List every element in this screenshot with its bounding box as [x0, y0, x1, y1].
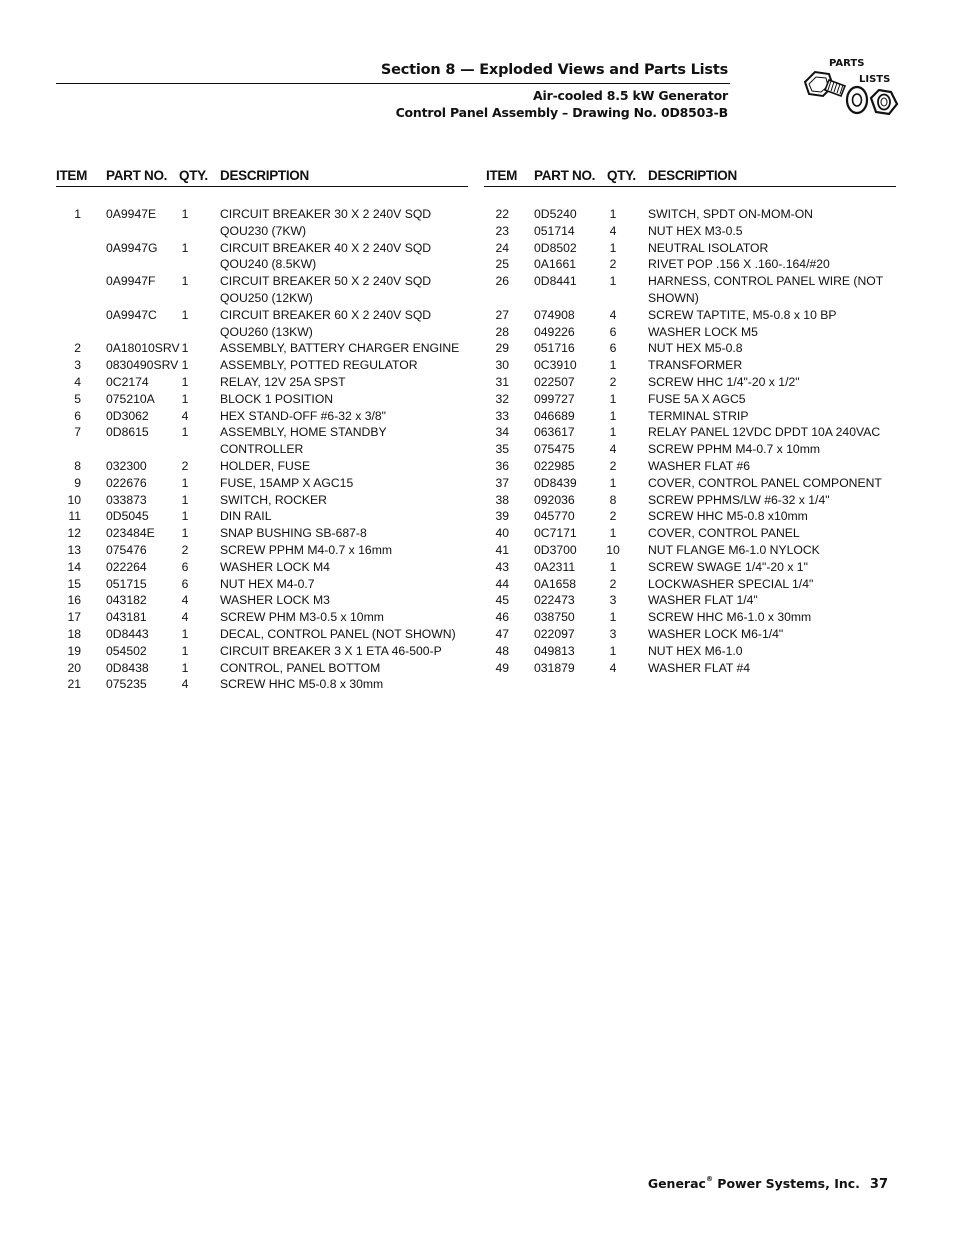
- description: HOLDER, FUSE: [220, 458, 311, 473]
- table-header: [56, 166, 468, 187]
- item-number: 20: [67, 660, 81, 675]
- quantity: 1: [181, 391, 189, 406]
- quantity: 4: [181, 610, 189, 625]
- table-row: [484, 508, 896, 525]
- part-number: 0D5045: [106, 509, 149, 524]
- part-number: 0A9947G: [106, 240, 158, 255]
- part-number: 033873: [106, 492, 147, 507]
- item-number: 29: [495, 341, 509, 356]
- quantity: 1: [181, 307, 189, 322]
- part-number: 092036: [534, 492, 575, 507]
- item-number: 34: [495, 425, 509, 440]
- part-number: 049813: [534, 643, 575, 658]
- part-number: 0D8502: [534, 240, 577, 255]
- table-row: [484, 324, 896, 341]
- quantity: 1: [609, 526, 617, 541]
- item-number: 1: [74, 207, 81, 221]
- table-row: [484, 643, 896, 660]
- logo-text-parts: PARTS: [829, 58, 865, 69]
- part-number: 0D8615: [106, 425, 149, 440]
- table-row: [56, 424, 468, 458]
- part-number: 0A9947E: [106, 207, 157, 221]
- description: WASHER LOCK M3: [220, 593, 330, 608]
- part-number: 051716: [534, 341, 575, 356]
- table-row: [484, 592, 896, 609]
- quantity: 2: [609, 576, 617, 591]
- item-number: 28: [495, 324, 509, 339]
- table-row: [56, 391, 468, 408]
- item-number: 39: [495, 509, 509, 524]
- section-title: Section 8 — Exploded Views and Parts Lists: [380, 62, 728, 78]
- table-row: [56, 626, 468, 643]
- part-number: 0D8443: [106, 626, 149, 641]
- table-row: [484, 542, 896, 559]
- col-header-part-no: PART NO.: [106, 168, 168, 183]
- item-number: 32: [495, 391, 509, 406]
- quantity: 6: [181, 559, 189, 574]
- footer-company: Generac: [647, 1176, 706, 1191]
- col-header-description: DESCRIPTION: [648, 168, 737, 183]
- item-number: 4: [74, 374, 81, 389]
- description: SWITCH, SPDT ON-MOM-ON: [648, 207, 813, 221]
- quantity: 1: [181, 626, 189, 641]
- quantity: 1: [181, 475, 189, 490]
- part-number: 038750: [534, 610, 575, 625]
- table-row: [56, 660, 468, 677]
- page-number: 37: [869, 1177, 888, 1192]
- description: NUT HEX M4-0.7: [220, 576, 315, 591]
- part-number: 0A9947F: [106, 274, 156, 289]
- table-row: [56, 340, 468, 357]
- quantity: 3: [609, 626, 617, 641]
- part-number: 0A2311: [534, 559, 576, 574]
- table-row: [484, 626, 896, 643]
- description: WASHER LOCK M6-1/4": [648, 626, 784, 641]
- table-row: [56, 240, 468, 274]
- quantity: 1: [181, 358, 189, 373]
- quantity: 1: [181, 643, 189, 658]
- quantity: 2: [609, 257, 617, 272]
- part-number: 075475: [534, 442, 575, 457]
- quantity: 1: [609, 643, 617, 658]
- item-number: 47: [495, 626, 509, 641]
- part-number: 046689: [534, 408, 575, 423]
- quantity: 4: [181, 677, 189, 692]
- table-row: [484, 391, 896, 408]
- part-number: 032300: [106, 458, 147, 473]
- item-number: 15: [67, 576, 81, 591]
- part-number: 0D5240: [534, 207, 577, 221]
- part-number: 075235: [106, 677, 147, 692]
- item-number: 12: [67, 526, 81, 541]
- item-number: 5: [74, 391, 81, 406]
- description: RIVET POP .156 X .160-.164/#20: [648, 257, 830, 272]
- table-row: [56, 525, 468, 542]
- quantity: 10: [606, 542, 620, 557]
- part-number: 051715: [106, 576, 147, 591]
- quantity: 1: [181, 425, 189, 440]
- col-header-qty: QTY.: [607, 168, 636, 183]
- description: NUT HEX M3-0.5: [648, 223, 743, 238]
- part-number: 0830490SRV: [106, 358, 179, 373]
- item-number: 22: [495, 207, 509, 221]
- quantity: 4: [181, 593, 189, 608]
- table-row: [484, 559, 896, 576]
- part-number: 043181: [106, 610, 147, 625]
- description: SCREW HHC M6-1.0 x 30mm: [648, 610, 812, 625]
- item-number: 18: [67, 626, 81, 641]
- quantity: 4: [609, 660, 617, 675]
- quantity: 6: [181, 576, 189, 591]
- item-number: 49: [495, 660, 509, 675]
- part-number: 022676: [106, 475, 147, 490]
- table-row: [56, 609, 468, 626]
- table-row: [56, 542, 468, 559]
- quantity: 2: [181, 542, 189, 557]
- logo-text-lists: LISTS: [859, 74, 891, 85]
- description: SCREW HHC M5-0.8 x 30mm: [220, 677, 384, 692]
- table-row: [484, 273, 896, 307]
- part-number: 049226: [534, 324, 575, 339]
- item-number: 9: [74, 475, 81, 490]
- part-number: 022097: [534, 626, 575, 641]
- description: NUT FLANGE M6-1.0 NYLOCK: [648, 542, 820, 557]
- part-number: 045770: [534, 509, 575, 524]
- quantity: 1: [181, 526, 189, 541]
- part-number: 022264: [106, 559, 147, 574]
- table-row: [484, 223, 896, 240]
- description: SCREW PPHMS/LW #6-32 x 1/4": [648, 492, 830, 507]
- table-row: [484, 408, 896, 425]
- quantity: 1: [181, 341, 189, 356]
- quantity: 1: [181, 274, 189, 289]
- item-number: 6: [74, 408, 81, 423]
- description: WASHER FLAT #4: [648, 660, 751, 675]
- item-number: 2: [74, 341, 81, 356]
- quantity: 1: [181, 509, 189, 524]
- table-row: [56, 374, 468, 391]
- description: FUSE, 15AMP X AGC15: [220, 475, 354, 490]
- description: CONTROL, PANEL BOTTOM: [220, 660, 381, 675]
- description: HARNESS, CONTROL PANEL WIRE (NOT SHOWN): [648, 274, 883, 305]
- description: FUSE 5A X AGC5: [648, 391, 746, 406]
- parts-lists-logo-icon: [801, 52, 901, 132]
- col-header-qty: QTY.: [179, 168, 208, 183]
- quantity: 1: [181, 374, 189, 389]
- quantity: 4: [181, 408, 189, 423]
- description: SCREW SWAGE 1/4"-20 x 1": [648, 559, 808, 574]
- table-row: [484, 609, 896, 626]
- part-number: 075476: [106, 542, 147, 557]
- description: CIRCUIT BREAKER 40 X 2 240V SQD QOU240 (8.5KW): [220, 240, 432, 272]
- quantity: 1: [609, 207, 617, 221]
- part-number: 051714: [534, 223, 575, 238]
- part-number: 054502: [106, 643, 147, 658]
- quantity: 1: [609, 240, 617, 255]
- description: SCREW HHC 1/4"-20 x 1/2": [648, 374, 800, 389]
- part-number: 099727: [534, 391, 575, 406]
- table-row: [484, 374, 896, 391]
- description: CIRCUIT BREAKER 3 X 1 ETA 46-500-P: [220, 643, 442, 658]
- item-number: 21: [67, 677, 81, 692]
- part-number: 0A1661: [534, 257, 577, 272]
- table-row: [484, 660, 896, 677]
- description: COVER, CONTROL PANEL COMPONENT: [648, 475, 882, 490]
- registered-mark: ®: [705, 1175, 713, 1183]
- description: SCREW PPHM M4-0.7 x 10mm: [648, 442, 821, 457]
- quantity: 2: [609, 509, 617, 524]
- description: CIRCUIT BREAKER 60 X 2 240V SQD QOU260 (13KW): [220, 307, 432, 339]
- description: LOCKWASHER SPECIAL 1/4": [648, 576, 814, 591]
- item-number: 14: [67, 559, 81, 574]
- description: RELAY, 12V 25A SPST: [220, 374, 346, 389]
- description: SCREW HHC M5-0.8 x10mm: [648, 509, 808, 524]
- part-number: 0D3700: [534, 542, 577, 557]
- quantity: 8: [609, 492, 617, 507]
- table-row: [56, 458, 468, 475]
- table-row: [484, 357, 896, 374]
- quantity: 4: [609, 223, 617, 238]
- part-number: 0D3062: [106, 408, 149, 423]
- parts-table-right: [484, 166, 896, 676]
- header-rule: [56, 83, 730, 84]
- table-row: [484, 441, 896, 458]
- description: SNAP BUSHING SB-687-8: [220, 526, 367, 541]
- quantity: 2: [181, 458, 189, 473]
- item-number: 43: [495, 559, 509, 574]
- item-number: 3: [74, 358, 81, 373]
- part-number: 0D8439: [534, 475, 577, 490]
- description: DECAL, CONTROL PANEL (NOT SHOWN): [220, 626, 456, 641]
- part-number: 0A9947C: [106, 307, 157, 322]
- quantity: 1: [609, 475, 617, 490]
- description: ASSEMBLY, POTTED REGULATOR: [220, 358, 418, 373]
- table-row: [56, 408, 468, 425]
- item-number: 45: [495, 593, 509, 608]
- table-row: [56, 492, 468, 509]
- item-number: 44: [495, 576, 509, 591]
- quantity: 1: [609, 559, 617, 574]
- col-header-part-no: PART NO.: [534, 168, 596, 183]
- description: ASSEMBLY, HOME STANDBY CONTROLLER: [220, 425, 387, 457]
- table-row: [56, 643, 468, 660]
- description: SWITCH, ROCKER: [220, 492, 327, 507]
- part-number: 022985: [534, 458, 575, 473]
- item-number: 40: [495, 526, 509, 541]
- part-number: 0C7171: [534, 526, 577, 541]
- item-number: 30: [495, 358, 509, 373]
- item-number: 8: [74, 458, 81, 473]
- quantity: 2: [609, 458, 617, 473]
- table-row: [56, 508, 468, 525]
- description: COVER, CONTROL PANEL: [648, 526, 800, 541]
- col-header-item: ITEM: [486, 168, 518, 183]
- part-number: 074908: [534, 307, 575, 322]
- page-footer: [648, 1176, 888, 1192]
- part-number: 0D8438: [106, 660, 149, 675]
- description: WASHER LOCK M4: [220, 559, 330, 574]
- part-number: 0A1658: [534, 576, 577, 591]
- item-number: 33: [495, 408, 509, 423]
- table-row: [56, 273, 468, 307]
- item-number: 11: [68, 509, 81, 524]
- description: NUT HEX M6-1.0: [648, 643, 743, 658]
- table-row: [484, 240, 896, 257]
- part-number: 075210A: [106, 391, 155, 406]
- description: RELAY PANEL 12VDC DPDT 10A 240VAC: [648, 425, 881, 440]
- table-row: [56, 592, 468, 609]
- item-number: 23: [495, 223, 509, 238]
- table-row: [484, 424, 896, 441]
- quantity: 4: [609, 442, 617, 457]
- table-row: [56, 357, 468, 374]
- item-number: 38: [495, 492, 509, 507]
- subtitle-generator: Air-cooled 8.5 kW Generator: [533, 88, 728, 103]
- quantity: 1: [181, 660, 189, 675]
- description: CIRCUIT BREAKER 50 X 2 240V SQD QOU250 (12KW): [220, 274, 432, 305]
- quantity: 4: [609, 307, 617, 322]
- description: SCREW PHM M3-0.5 x 10mm: [220, 610, 384, 625]
- table-row: [484, 307, 896, 324]
- item-number: 41: [495, 542, 509, 557]
- item-number: 7: [74, 425, 81, 440]
- table-row: [56, 676, 468, 693]
- table-row: [484, 256, 896, 273]
- part-number: 0D8441: [534, 274, 577, 289]
- item-number: 31: [495, 374, 509, 389]
- table-row: [56, 307, 468, 341]
- table-row: [56, 576, 468, 593]
- part-number: 0A18010SRV: [106, 341, 180, 356]
- part-number: 022507: [534, 374, 575, 389]
- subtitle-drawing: Control Panel Assembly – Drawing No. 0D8503-B: [395, 105, 728, 120]
- item-number: 24: [495, 240, 509, 255]
- item-number: 13: [67, 542, 81, 557]
- table-row: [484, 492, 896, 509]
- col-header-item: ITEM: [56, 168, 88, 183]
- item-number: 25: [495, 257, 509, 272]
- description: TRANSFORMER: [648, 358, 743, 373]
- table-row: [484, 206, 896, 223]
- item-number: 27: [495, 307, 509, 322]
- description: BLOCK 1 POSITION: [220, 391, 334, 406]
- item-number: 16: [67, 593, 81, 608]
- item-number: 36: [495, 458, 509, 473]
- description: DIN RAIL: [220, 509, 272, 524]
- item-number: 48: [495, 643, 509, 658]
- description: CIRCUIT BREAKER 30 X 2 240V SQD QOU230 (7KW): [220, 207, 432, 238]
- description: WASHER FLAT 1/4": [648, 593, 758, 608]
- table-row: [484, 340, 896, 357]
- item-number: 35: [495, 442, 509, 457]
- description: HEX STAND-OFF #6-32 x 3/8": [220, 408, 386, 423]
- table-row: [484, 525, 896, 542]
- col-header-description: DESCRIPTION: [220, 168, 309, 183]
- part-number: 0C3910: [534, 358, 577, 373]
- description: TERMINAL STRIP: [648, 408, 749, 423]
- table-row: [484, 458, 896, 475]
- description: NUT HEX M5-0.8: [648, 341, 743, 356]
- parts-table-left: [56, 166, 468, 693]
- quantity: 1: [609, 358, 617, 373]
- quantity: 1: [181, 207, 189, 221]
- part-number: 063617: [534, 425, 575, 440]
- description: SCREW PPHM M4-0.7 x 16mm: [220, 542, 393, 557]
- table-header: [484, 166, 896, 187]
- quantity: 1: [609, 610, 617, 625]
- quantity: 1: [609, 425, 617, 440]
- item-number: 37: [495, 475, 509, 490]
- table-row: [484, 475, 896, 492]
- parts-rows-right: [484, 206, 896, 676]
- description: WASHER FLAT #6: [648, 458, 751, 473]
- footer-company-suffix: Power Systems, Inc.: [712, 1176, 860, 1191]
- page-header: [0, 0, 954, 140]
- quantity: 2: [609, 374, 617, 389]
- quantity: 6: [609, 324, 617, 339]
- quantity: 1: [609, 391, 617, 406]
- table-row: [56, 475, 468, 492]
- table-row: [484, 576, 896, 593]
- quantity: 1: [181, 240, 189, 255]
- quantity: 3: [609, 593, 617, 608]
- description: SCREW TAPTITE, M5-0.8 x 10 BP: [648, 307, 837, 322]
- item-number: 19: [67, 643, 81, 658]
- item-number: 10: [67, 492, 81, 507]
- item-number: 17: [67, 610, 81, 625]
- item-number: 46: [495, 610, 509, 625]
- quantity: 1: [181, 492, 189, 507]
- quantity: 1: [609, 274, 617, 289]
- part-number: 043182: [106, 593, 147, 608]
- description: WASHER LOCK M5: [648, 324, 758, 339]
- quantity: 1: [609, 408, 617, 423]
- part-number: 0C2174: [106, 374, 149, 389]
- part-number: 031879: [534, 660, 575, 675]
- table-row: [56, 206, 468, 240]
- description: ASSEMBLY, BATTERY CHARGER ENGINE: [220, 341, 460, 356]
- item-number: 26: [495, 274, 509, 289]
- quantity: 6: [609, 341, 617, 356]
- part-number: 022473: [534, 593, 575, 608]
- part-number: 023484E: [106, 526, 155, 541]
- description: NEUTRAL ISOLATOR: [648, 240, 769, 255]
- parts-rows-left: [56, 206, 468, 693]
- table-row: [56, 559, 468, 576]
